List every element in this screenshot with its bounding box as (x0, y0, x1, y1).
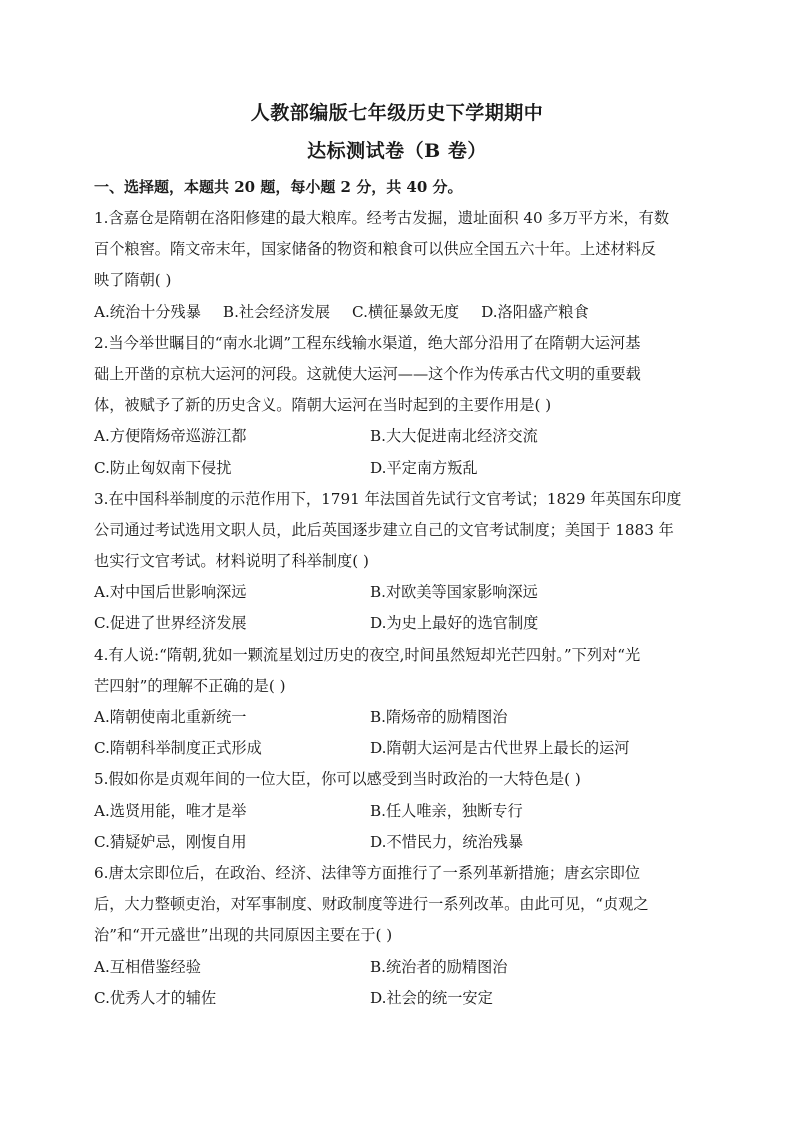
question-3-option-b: B.对欧美等国家影响深远 (370, 583, 538, 602)
exam-title: 人教部编版七年级历史下学期期中 (250, 102, 544, 124)
question-1-option-b: B.社会经济发展 (222, 302, 331, 321)
question-6-options-row-1 (94, 952, 700, 983)
question-1-line-3: 映了隋朝( ) (94, 271, 172, 290)
question-6-line-3: 治”和“开元盛世”出现的共同原因主要在于( ) (94, 926, 393, 945)
question-6-line-1: 6.唐太宗即位后，在政治、经济、法律等方面推行了一系列革新措施；唐玄宗即位 (94, 863, 641, 882)
question-2-option-d: D.平定南方叛乱 (370, 458, 478, 477)
question-5-option-a: A.选贤用能，唯才是举 (94, 801, 247, 820)
question-6 (94, 858, 700, 1014)
question-1-line-2: 百个粮窖。隋文帝末年，国家储备的物资和粮食可以供应全国五六十年。上述材料反 (94, 240, 656, 259)
question-3-line-1: 3.在中国科举制度的示范作用下，1791 年法国首先试行文官考试；1829 年英国东印度 (94, 489, 682, 508)
question-6-line-2: 后，大力整顿吏治，对军事制度、财政制度等进行一系列改革。由此可见，“贞观之 (94, 895, 649, 914)
question-3 (94, 484, 700, 640)
question-2-options-row-1 (94, 421, 700, 452)
question-2-options-row-2 (94, 453, 700, 484)
question-1-option-d: D.洛阳盛产粮食 (481, 302, 589, 321)
question-4-option-c: C.隋朝科举制度正式形成 (94, 739, 262, 758)
question-3-options-row-2 (94, 608, 700, 639)
question-3-line-3: 也实行文官考试。材料说明了科举制度( ) (94, 552, 369, 571)
question-2-option-a: A.方便隋炀帝巡游江都 (94, 427, 247, 446)
question-1 (94, 203, 700, 328)
exam-subtitle: 达标测试卷（B 卷） (307, 140, 487, 162)
question-6-option-b: B.统治者的励精图治 (370, 957, 508, 976)
question-2-line-2: 础上开凿的京杭大运河的河段。这就使大运河——这个作为传承古代文明的重要载 (94, 364, 641, 383)
question-4-options-row-2 (94, 733, 700, 764)
question-4-line-1: 4.有人说:“隋朝,犹如一颗流星划过历史的夜空,时间虽然短却光芒四射。”下列对“光 (94, 645, 641, 664)
question-2-line-3: 体，被赋予了新的历史含义。隋朝大运河在当时起到的主要作用是( ) (94, 396, 552, 415)
question-3-option-c: C.促进了世界经济发展 (94, 614, 247, 633)
question-6-option-a: A.互相借鉴经验 (94, 957, 201, 976)
question-3-option-a: A.对中国后世影响深远 (94, 583, 247, 602)
question-5-option-c: C.猜疑妒忌，刚愎自用 (94, 832, 247, 851)
question-2-option-b: B.大大促进南北经济交流 (370, 427, 538, 446)
question-3-line-2: 公司通过考试选用文职人员，此后英国逐步建立自己的文官考试制度；美国于 1883 年 (94, 520, 674, 539)
section-heading: 一、选择题，本题共 20 题，每小题 2 分，共 40 分。 (94, 178, 463, 196)
question-5-option-d: D.不惜民力，统治残暴 (370, 832, 524, 851)
question-1-option-c: C.横征暴敛无度 (352, 302, 460, 321)
question-6-option-d: D.社会的统一安定 (370, 988, 493, 1007)
questions-body (94, 203, 700, 1014)
question-1-options (94, 297, 700, 328)
question-5 (94, 764, 700, 858)
question-4 (94, 640, 700, 765)
question-3-option-d: D.为史上最好的选官制度 (370, 614, 539, 633)
question-2 (94, 328, 700, 484)
question-1-option-a: A.统治十分残暴 (94, 302, 201, 321)
question-2-line-1: 2.当今举世瞩目的“南水北调”工程东线输水渠道，绝大部分沿用了在隋朝大运河基 (94, 333, 641, 352)
question-5-line-1: 5.假如你是贞观年间的一位大臣，你可以感受到当时政治的一大特色是( ) (94, 770, 581, 789)
question-6-options-row-2 (94, 983, 700, 1014)
question-4-option-b: B.隋炀帝的励精图治 (370, 708, 508, 726)
question-5-options-row-2 (94, 827, 700, 858)
question-2-option-c: C.防止匈奴南下侵扰 (94, 458, 232, 477)
question-4-line-2: 芒四射”的理解不正确的是( ) (94, 676, 286, 695)
question-3-options-row-1 (94, 577, 700, 608)
question-5-options-row-1 (94, 796, 700, 827)
question-1-line-1: 1.含嘉仓是隋朝在洛阳修建的最大粮库。经考古发掘，遗址面积 40 多万平方米，有数 (94, 209, 670, 227)
question-4-options-row-1 (94, 702, 700, 733)
question-4-option-d: D.隋朝大运河是古代世界上最长的运河 (370, 739, 630, 758)
question-6-option-c: C.优秀人才的辅佐 (94, 988, 217, 1007)
question-4-option-a: A.隋朝使南北重新统一 (94, 708, 247, 726)
question-5-option-b: B.任人唯亲，独断专行 (370, 801, 523, 820)
